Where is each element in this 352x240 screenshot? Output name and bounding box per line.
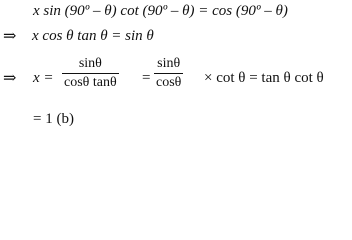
- fraction-2: [154, 57, 183, 90]
- implies-arrow-2: ⇒: [3, 70, 17, 87]
- fraction-1-numerator: sinθ: [78, 56, 102, 71]
- implies-arrow-1: ⇒: [3, 28, 17, 45]
- equation-line-3-rhs: × cot θ = tan θ cot θ: [204, 70, 324, 86]
- equation-line-3-lhs: x =: [33, 70, 54, 86]
- equation-line-1: x sin (90º – θ) cot (90º – θ) = cos (90º – θ): [33, 3, 288, 19]
- fraction-1-denominator: cosθ tanθ: [64, 75, 117, 90]
- fraction-2-denominator: cosθ: [156, 75, 182, 90]
- equation-line-2: x cos θ tan θ = sin θ: [32, 28, 154, 44]
- equals-sign-middle: =: [142, 70, 151, 86]
- equation-line-4-answer: = 1 (b): [33, 111, 74, 127]
- fraction-2-numerator: sinθ: [157, 56, 181, 71]
- fraction-1: [62, 57, 119, 90]
